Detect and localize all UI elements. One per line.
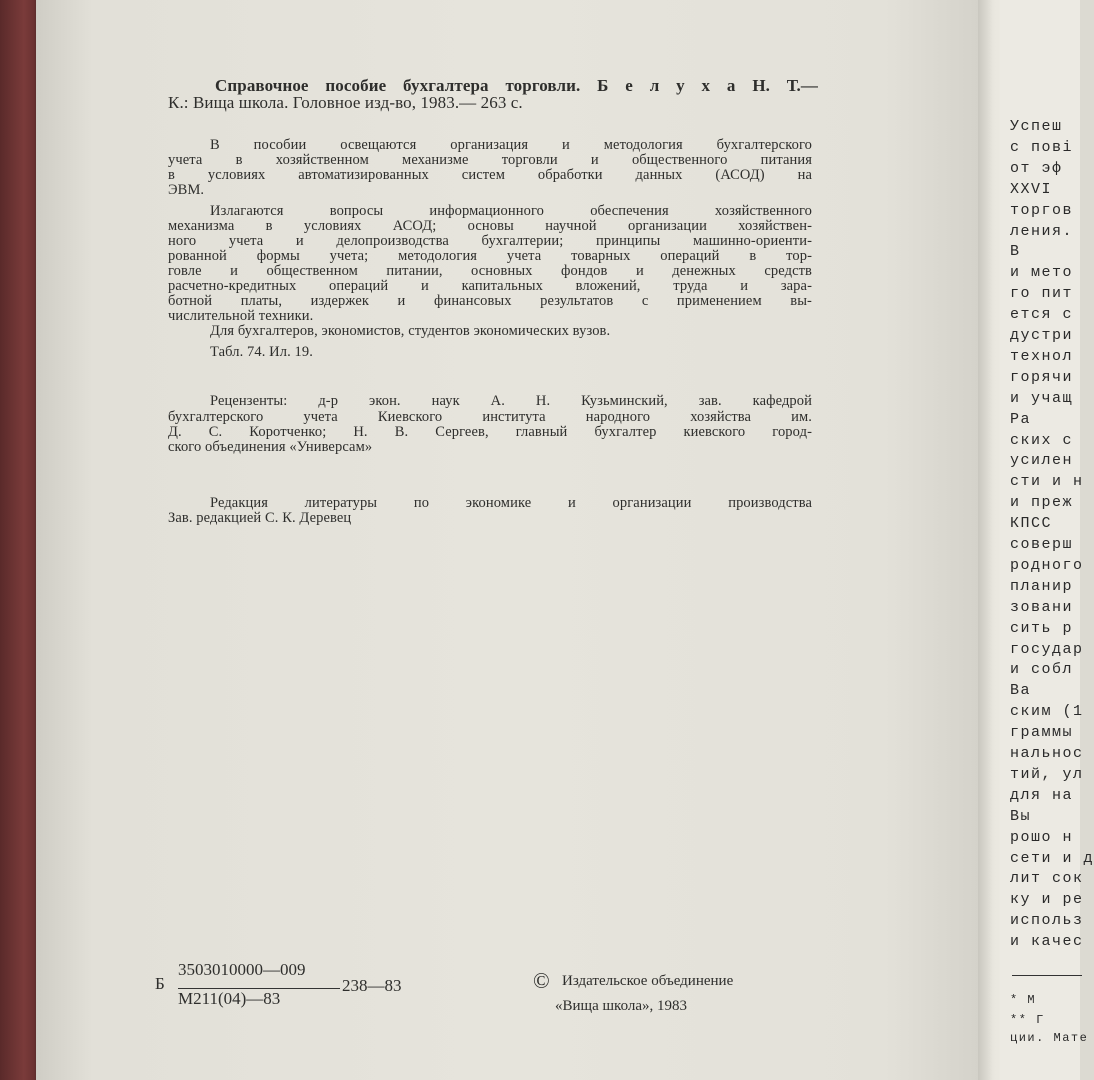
reviewers-line: Рецензенты: д-р экон. наук А. Н. Кузьминский, зав. кафедрой <box>210 393 812 409</box>
right-page-line: нальнос <box>1010 745 1084 762</box>
annotation-line: ного учета и делопроизводства бухгалтерии; принципы машинно-ориенти- <box>168 233 812 249</box>
classification-denominator: М211(04)—83 <box>178 989 281 1008</box>
right-page-line: ских с <box>1010 431 1074 449</box>
right-page-footnote: ции. Мате <box>1010 1031 1089 1045</box>
right-page-line: соверш <box>1010 536 1074 553</box>
right-page-line: и собл <box>1010 661 1074 679</box>
right-page-line: ку и ре <box>1010 891 1084 909</box>
annotation-line: Для бухгалтеров, экономистов, студентов экономических вузов. <box>210 323 611 339</box>
right-page-line: лит сок <box>1010 870 1084 888</box>
right-page-line: и мето <box>1010 264 1074 282</box>
right-page-line: граммы <box>1010 724 1074 742</box>
right-page-line: рошо н <box>1010 828 1074 846</box>
right-page-footnote: ** Г <box>1010 1013 1045 1027</box>
annotation-line: ЭВМ. <box>168 182 205 198</box>
right-page-line: и учащ <box>1010 389 1074 407</box>
right-page-line: технол <box>1010 347 1074 365</box>
copyright-icon: © <box>533 968 550 993</box>
annotation-line: в условиях автоматизированных систем обработки данных (АСОД) на <box>168 167 812 183</box>
right-page-line: планир <box>1010 577 1074 595</box>
right-page-line: сети и д <box>1010 849 1094 867</box>
right-page-line: КПСС <box>1010 515 1053 533</box>
right-page-line: торгов <box>1010 201 1074 219</box>
right-page-line: государ <box>1010 640 1084 658</box>
right-page-line: Успеш <box>1010 118 1063 135</box>
editorial-line: Зав. редакцией С. К. Деревец <box>168 510 352 526</box>
annotation-line: Табл. 74. Ил. 19. <box>210 344 313 360</box>
right-page-footnote: * М <box>1010 993 1037 1007</box>
right-page-line: горячи <box>1010 368 1074 386</box>
right-page-line: ется с <box>1010 306 1074 324</box>
publication-info: К.: Вища школа. Головное изд-во, 1983.— 263 с. <box>168 93 523 112</box>
classification-suffix: 238—83 <box>342 976 402 995</box>
annotation-line: учета в хозяйственном механизме торговли и общественного питания <box>168 152 812 168</box>
editorial-line: Редакция литературы по экономике и организации производства <box>210 495 812 511</box>
right-page-line: и преж <box>1010 494 1074 512</box>
book-cover-edge <box>0 0 40 1080</box>
annotation-line: говле и общественном питании, основных фондов и денежных средств <box>168 263 812 279</box>
annotation-line: расчетно-кредитных операций и капитальных вложений, труда и зара- <box>168 278 812 294</box>
reviewers-line: бухгалтерского учета Киевского института народного хозяйства им. <box>168 409 812 425</box>
copyright-publisher: Издательское объединение <box>562 973 734 989</box>
annotation-line: механизма в условиях АСОД; основы научной организации хозяйствен- <box>168 218 812 234</box>
right-page-line: Ра <box>1010 410 1032 428</box>
reviewers-line: Д. С. Коротченко; Н. В. Сергеев, главный бухгалтер киевского город- <box>168 424 812 440</box>
book-title: Справочное пособие бухгалтера торговли. Б е л у х а Н. Т.— <box>215 76 818 95</box>
annotation-line: ботной платы, издержек и финансовых результатов с применением вы- <box>168 293 812 309</box>
right-page-line: Ва <box>1010 682 1032 700</box>
right-page-line: го пит <box>1010 285 1074 303</box>
right-page-line: Вы <box>1010 807 1032 825</box>
annotation-line: В пособии освещаются организация и методология бухгалтерского <box>210 137 812 153</box>
right-page-line: с пові <box>1010 138 1074 156</box>
annotation-line: числительной техники. <box>168 308 314 324</box>
reviewers-line: ского объединения «Универсам» <box>168 439 373 455</box>
copyright-year: «Вища школа», 1983 <box>555 998 688 1014</box>
right-page-line: родного <box>1010 556 1084 574</box>
classification-letter: Б <box>155 974 165 993</box>
right-page-line: усилен <box>1010 452 1074 470</box>
right-page-line: сти и н <box>1010 473 1084 491</box>
right-page-line: В <box>1010 243 1021 261</box>
right-page-line: тий, ул <box>1010 765 1084 783</box>
classification-numerator: 3503010000—009 <box>178 960 306 979</box>
annotation-line: рованной формы учета; методология учета товарных операций в тор- <box>168 248 812 264</box>
right-page-line: XXVI <box>1010 180 1053 198</box>
right-page-line: от эф <box>1010 159 1063 177</box>
right-page-line: для на <box>1010 786 1074 804</box>
annotation-line: Излагаются вопросы информационного обеспечения хозяйственного <box>210 203 812 219</box>
right-page-line: сить р <box>1010 619 1074 637</box>
right-page-line: ским (1 <box>1010 703 1084 721</box>
right-page-line: и качес <box>1010 933 1084 951</box>
right-page-line: зовани <box>1010 598 1074 616</box>
footnote-rule <box>1012 975 1082 976</box>
right-page-line: использ <box>1010 912 1084 930</box>
right-page-line: дустри <box>1010 327 1074 344</box>
right-page-line: ления. <box>1010 222 1074 240</box>
